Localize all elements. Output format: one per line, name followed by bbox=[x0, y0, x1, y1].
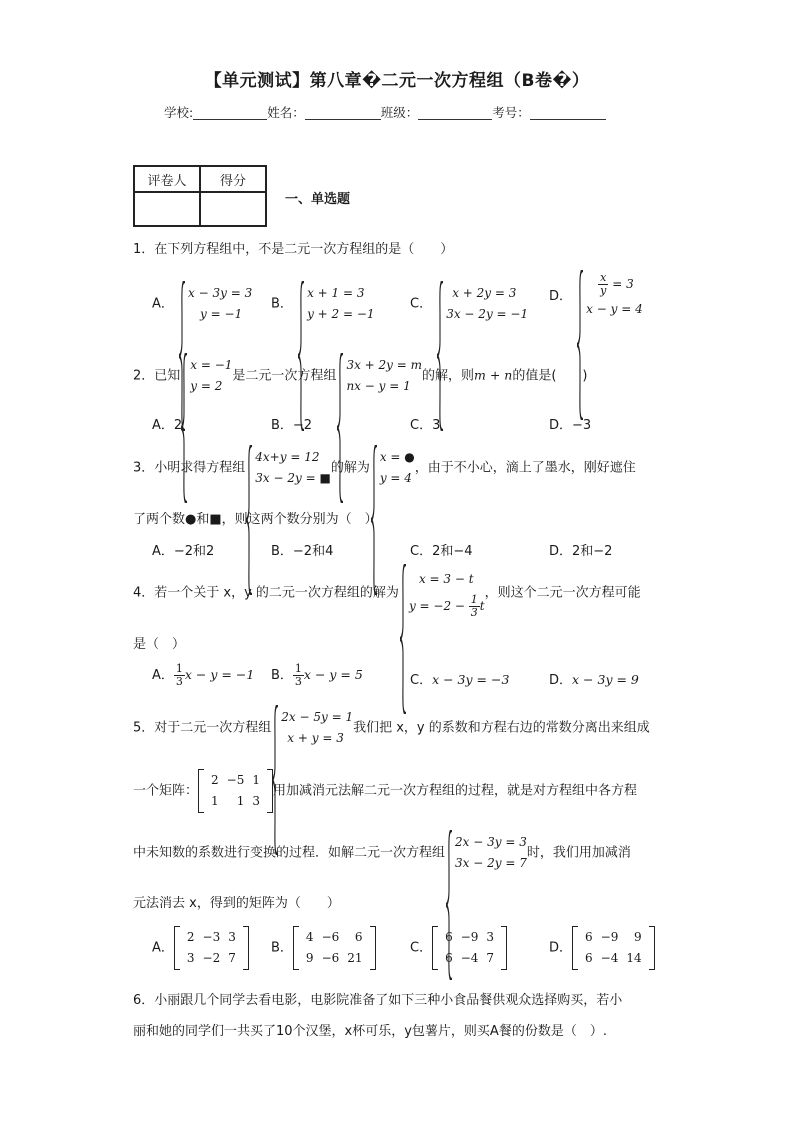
bracket-left bbox=[174, 926, 180, 970]
q1-option-a[interactable] bbox=[152, 283, 252, 325]
bracket-right bbox=[243, 926, 249, 970]
q2-option-c[interactable]: C．3 bbox=[410, 418, 441, 433]
equation-system: x + 2y = 3 3x − 2y = −1 bbox=[436, 283, 528, 325]
equation-system: x + 1 = 3 y + 2 = −1 bbox=[297, 283, 374, 325]
matrix-cell: 14 bbox=[626, 951, 642, 965]
grader-header: 评卷人 bbox=[134, 166, 200, 192]
score-cell[interactable] bbox=[200, 192, 266, 226]
q2-option-d[interactable]: D．−3 bbox=[549, 418, 592, 433]
q5-option-d[interactable]: D． 6 −9 9 6 −4 14 bbox=[549, 927, 655, 969]
grader-cell[interactable] bbox=[134, 192, 200, 226]
matrix-cell: 2 bbox=[211, 773, 219, 787]
matrix-cell: 6 bbox=[354, 930, 363, 944]
grade-table bbox=[133, 165, 267, 227]
equation-system: x = −1 y = 2 bbox=[180, 355, 232, 397]
option-label: C． bbox=[410, 296, 433, 312]
matrix-cell: 7 bbox=[228, 951, 236, 965]
matrix-cell: −6 bbox=[321, 951, 340, 965]
matrix-cell: 3 bbox=[486, 930, 495, 944]
matrix bbox=[572, 927, 655, 969]
q4-stem: 4．若一个关于 x，y 的二元一次方程组的解为 x = 3 − t y = −2 − $\frac{1}{3}$ t ，则这个二元一次方程可能 bbox=[133, 566, 641, 620]
matrix bbox=[293, 927, 376, 969]
bracket-left bbox=[293, 926, 299, 970]
matrix bbox=[198, 770, 273, 812]
matrix-cell: 3 bbox=[252, 794, 260, 808]
matrix-cell: −3 bbox=[202, 930, 221, 944]
q5-option-b[interactable]: B． 4 −6 6 9 −6 21 bbox=[271, 927, 376, 969]
matrix-cell: 6 bbox=[585, 930, 593, 944]
bracket-left bbox=[198, 769, 204, 813]
matrix-cell: −6 bbox=[321, 930, 340, 944]
brace-icon bbox=[576, 270, 584, 420]
q3-option-d[interactable]: D．2和−2 bbox=[549, 544, 613, 559]
q2-stem: 2．已知 x = −1 y = 2 是二元一次方程组 3x + 2y = m nx − y = 1 的解，则m + n的值是( ) bbox=[133, 355, 588, 397]
name-blank[interactable] bbox=[305, 105, 381, 120]
matrix-cell: 21 bbox=[347, 951, 363, 965]
q3-option-a[interactable]: A．−2和2 bbox=[152, 544, 215, 559]
equation-system: x − 3y = 3 y = −1 bbox=[178, 283, 252, 325]
bracket-right bbox=[649, 926, 655, 970]
q5-option-c[interactable]: C． 6 −9 3 6 −4 7 bbox=[410, 927, 507, 969]
fraction: $\frac{1}{3}$ bbox=[294, 662, 302, 688]
equation-system: x = ● y = 4 bbox=[370, 447, 415, 489]
option-label: D． bbox=[549, 289, 573, 304]
matrix-cell: 6 bbox=[445, 951, 453, 965]
q5-option-a[interactable]: A． 2 −3 3 3 −2 7 bbox=[152, 927, 249, 969]
q2-option-a[interactable]: A．2 bbox=[152, 418, 183, 433]
q2-option-b[interactable]: B．−2 bbox=[271, 418, 313, 433]
q4-option-d[interactable]: D．x − 3y = 9 bbox=[549, 672, 639, 688]
student-info-line bbox=[164, 103, 606, 121]
matrix bbox=[432, 927, 507, 969]
q5-stem: 5．对于二元一次方程组 2x − 5y = 1 x + y = 3 我们把 x，y 的系数和方程右边的常数分离出来组成 bbox=[133, 707, 650, 749]
bracket-left bbox=[572, 926, 578, 970]
matrix-cell: 1 bbox=[252, 773, 260, 787]
fraction: $\frac{1}{3}$ bbox=[470, 593, 478, 619]
matrix-cell: −5 bbox=[226, 773, 245, 787]
matrix-cell: −4 bbox=[460, 951, 479, 965]
q5-line3: 中未知数的系数进行变换的过程．如解二元一次方程组 2x − 3y = 3 3x − 2y = 7 时，我们用加减消 bbox=[133, 832, 631, 874]
bracket-left bbox=[432, 926, 438, 970]
brace-icon bbox=[399, 564, 407, 714]
number-blank[interactable] bbox=[530, 105, 606, 120]
equation-system: x = 3 − t y = −2 − $\frac{1}{3}$ t bbox=[399, 566, 485, 620]
q4-stem-line2: 是（ ） bbox=[133, 637, 186, 652]
q1-stem: 1．在下列方程组中，不是二元一次方程组的是（ ） bbox=[133, 242, 454, 257]
matrix-cell: 6 bbox=[585, 951, 593, 965]
fraction: $\frac{x}{y}$ bbox=[600, 271, 607, 297]
equation-system: $\frac{x}{y}$ = 3 x − y = 4 bbox=[576, 272, 643, 321]
matrix-cell: −9 bbox=[460, 930, 479, 944]
score-header: 得分 bbox=[200, 166, 266, 192]
matrix-cell: 1 bbox=[211, 794, 219, 808]
q6-line1: 6．小丽跟几个同学去看电影，电影院准备了如下三种小食品餐供观众选择购买，若小 bbox=[133, 993, 623, 1008]
matrix-cell: 2 bbox=[186, 930, 195, 944]
matrix-cell: −2 bbox=[202, 951, 221, 965]
name-label: 姓名： bbox=[267, 105, 305, 120]
q4-option-c[interactable]: C．x − 3y = −3 bbox=[410, 672, 510, 688]
q4-option-a[interactable]: A． $\frac{1}{3}$ x − y = −1 bbox=[152, 662, 255, 688]
q4-option-b[interactable]: B． $\frac{1}{3}$ x − y = 5 bbox=[271, 662, 363, 688]
equation-system: 2x − 5y = 1 x + y = 3 bbox=[271, 707, 353, 749]
q3-stem: 3．小明求得方程组 4x+y = 12 3x − 2y = ■ 的解为 x = ● y = 4 ，由于不小心，滴上了墨水，刚好遮住 bbox=[133, 447, 636, 489]
option-label: B． bbox=[271, 296, 293, 312]
fraction: $\frac{1}{3}$ bbox=[175, 662, 183, 688]
q3-option-b[interactable]: B．−2和4 bbox=[271, 544, 334, 559]
q1-option-d[interactable] bbox=[549, 272, 643, 321]
option-label: A． bbox=[152, 296, 174, 312]
school-label: 学校: bbox=[164, 105, 194, 120]
class-label: 班级： bbox=[380, 105, 419, 120]
page-title: 【单元测试】第八章�二元一次方程组（B卷�） bbox=[204, 71, 590, 91]
bracket-right bbox=[370, 926, 376, 970]
number-label: 考号： bbox=[492, 105, 530, 120]
matrix-cell: 9 bbox=[634, 930, 642, 944]
equation-system: 2x − 3y = 3 3x − 2y = 7 bbox=[445, 832, 527, 874]
section-title: 一、单选题 bbox=[285, 192, 351, 207]
bracket-right bbox=[267, 769, 273, 813]
class-blank[interactable] bbox=[418, 105, 492, 120]
q5-line4: 元法消去 x，得到的矩阵为（ ） bbox=[133, 896, 340, 911]
matrix bbox=[174, 927, 249, 969]
matrix-cell: 3 bbox=[186, 951, 195, 965]
matrix-cell: 6 bbox=[445, 930, 453, 944]
matrix-cell: 4 bbox=[305, 930, 314, 944]
matrix-cell: 1 bbox=[236, 794, 245, 808]
bracket-right bbox=[501, 926, 507, 970]
equation-system: 4x+y = 12 3x − 2y = ■ bbox=[245, 447, 331, 489]
q5-line2: 一个矩阵： 2 −5 1 1 1 3 用加减消元法解二元一次方程组的过程，就是对方程组中各方程 bbox=[133, 770, 637, 812]
q3-stem-line2: 了两个数●和■，则这两个数分别为（ ） bbox=[133, 512, 378, 527]
q1-option-c[interactable] bbox=[410, 283, 528, 325]
matrix-cell: 9 bbox=[305, 951, 314, 965]
matrix-cell: 3 bbox=[228, 930, 236, 944]
q3-option-c[interactable]: C．2和−4 bbox=[410, 544, 473, 559]
school-blank[interactable] bbox=[193, 105, 267, 120]
q1-option-b[interactable] bbox=[271, 283, 375, 325]
matrix-cell: −9 bbox=[600, 930, 619, 944]
equation-system: 3x + 2y = m nx − y = 1 bbox=[336, 355, 422, 397]
q6-line2: 丽和她的同学们一共买了10个汉堡，x杯可乐，y包薯片，则买A餐的份数是（ ）. bbox=[133, 1024, 607, 1039]
matrix-cell: 7 bbox=[486, 951, 495, 965]
matrix-cell: −4 bbox=[600, 951, 619, 965]
